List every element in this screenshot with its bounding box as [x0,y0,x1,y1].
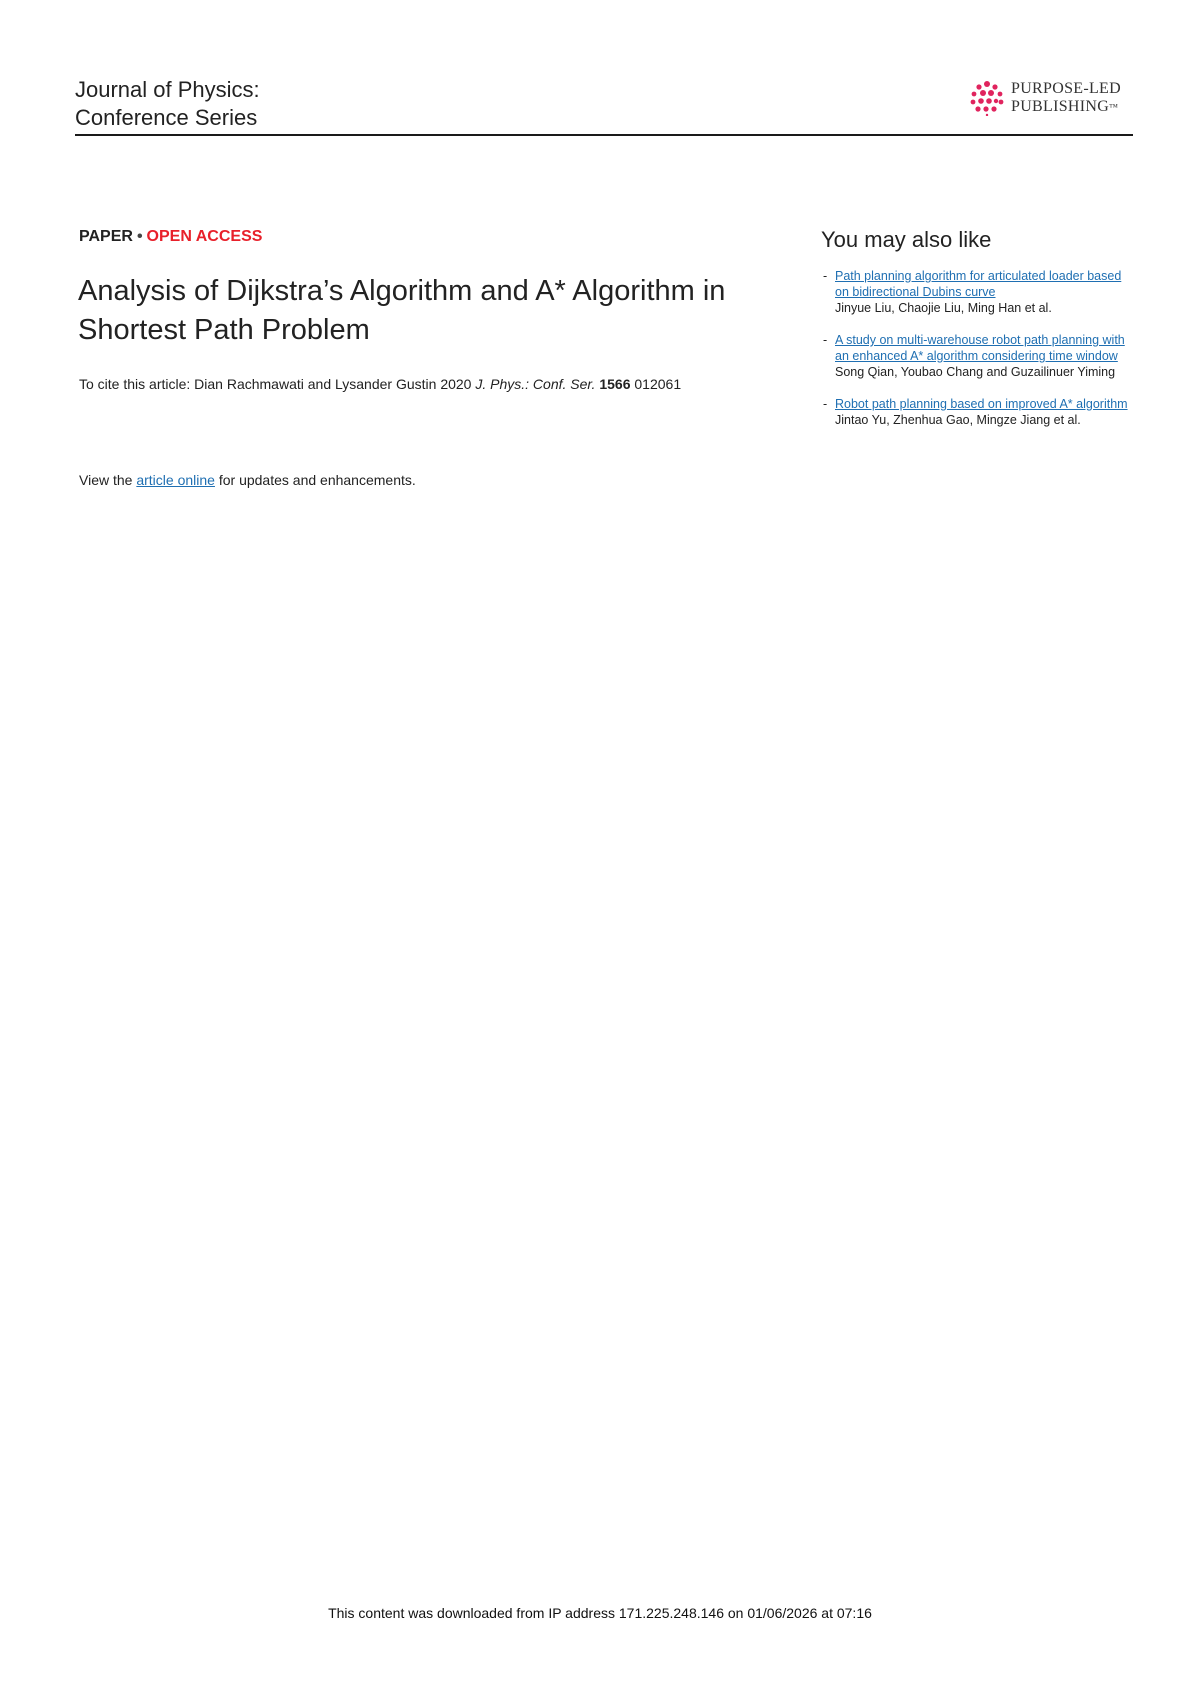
article-online-link[interactable]: article online [136,472,215,488]
related-article-link[interactable]: Path planning algorithm for articulated loader based on bidirectional Dubins curve [835,269,1122,299]
list-bullet: - [823,397,828,411]
related-list [821,268,1136,428]
article-type: PAPER [79,228,133,245]
related-article-link[interactable]: Robot path planning based on improved A* algorithm [835,397,1128,411]
download-footer: This content was downloaded from IP address 171.225.248.146 on 01/06/2026 at 07:16 [328,1605,872,1621]
citation-line [79,376,681,392]
open-access-badge: OPEN ACCESS [146,228,263,245]
related-article-link[interactable]: A study on multi-warehouse robot path planning with an enhanced A* algorithm considering time window [835,333,1125,363]
view-online-line [79,472,416,488]
list-item [821,332,1136,380]
related-heading: You may also like [821,227,992,252]
related-article-authors: Jinyue Liu, Chaojie Liu, Ming Han et al. [835,301,1052,315]
journal-header [75,74,1133,136]
article-type-line [79,228,262,246]
dotted-cluster-logo-icon [969,80,1005,116]
publisher-name [1011,80,1121,116]
view-suffix: for updates and enhancements. [218,472,416,488]
list-item [821,268,1136,316]
list-item [821,396,1136,428]
citation-journal: J. Phys.: Conf. Ser. [475,376,596,392]
publisher-name-line2: PUBLISHING [1011,98,1110,115]
citation-number: 012061 [634,376,682,392]
publisher-name-line1: PURPOSE-LED [1011,80,1121,97]
journal-name-line1: Journal of Physics: [75,77,260,102]
type-separator: • [136,228,143,245]
article-title: Analysis of Dijkstra’s Algorithm and A* Algorithm in Shortest Path Problem [78,275,726,346]
trademark-symbol: ™ [1109,102,1119,112]
related-article-authors: Jintao Yu, Zhenhua Gao, Mingze Jiang et al. [835,413,1081,427]
citation-volume: 1566 [599,376,631,392]
related-articles-panel [821,226,1136,444]
view-prefix: View the [79,472,133,488]
journal-name [75,76,260,132]
list-bullet: - [823,333,828,347]
list-bullet: - [823,269,828,283]
publisher-logo[interactable] [969,78,1129,118]
journal-name-line2: Conference Series [75,105,258,130]
related-article-authors: Song Qian, Youbao Chang and Guzailinuer Yiming [835,365,1116,379]
citation-prefix: To cite this article: Dian Rachmawati and Lysander Gustin 2020 [79,376,472,392]
